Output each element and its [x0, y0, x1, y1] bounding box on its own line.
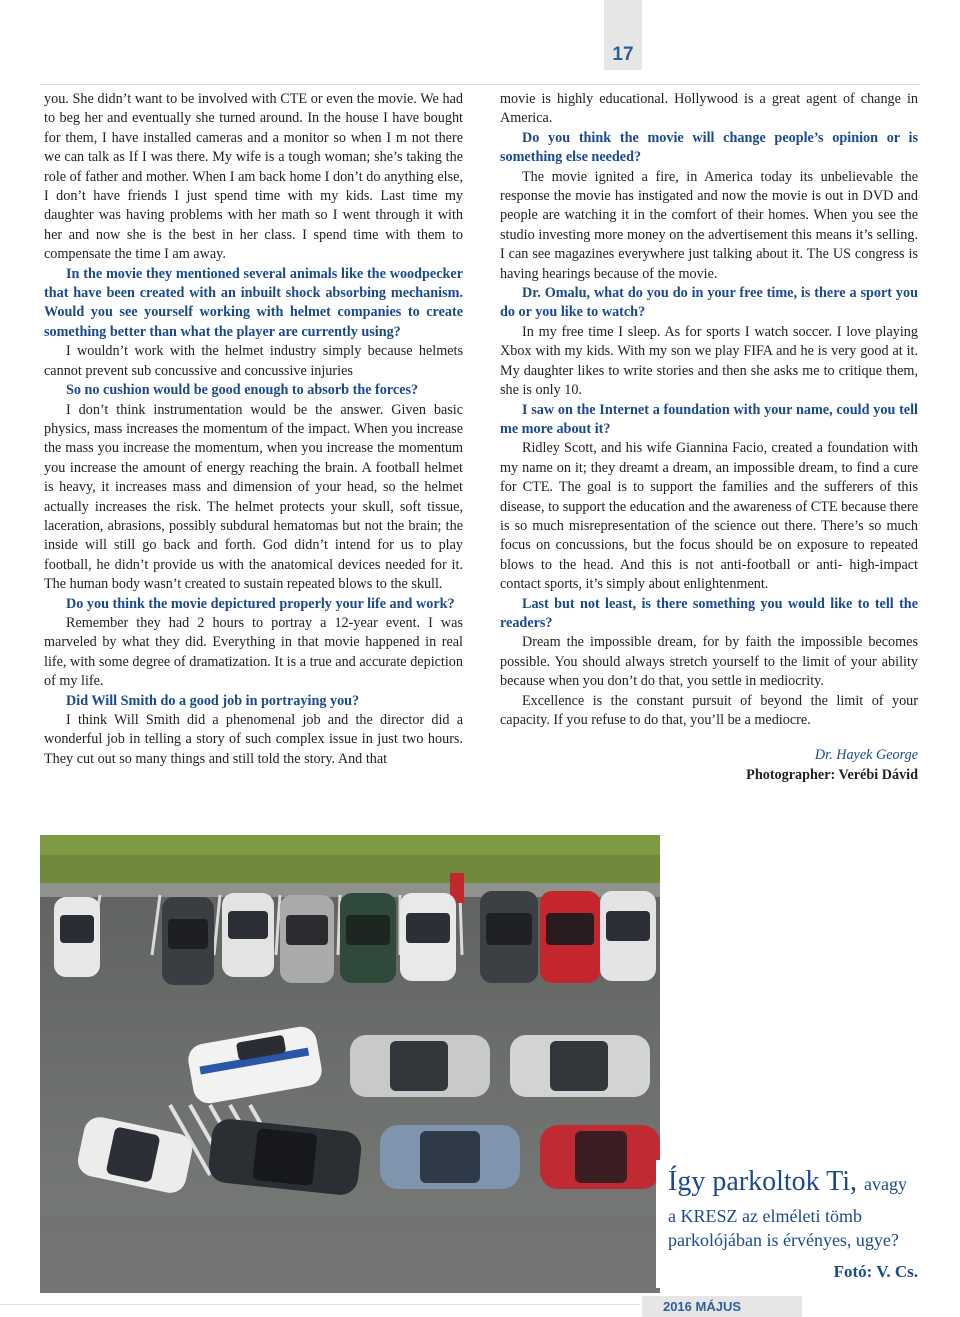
interview-question: Do you think the movie will change people’s opinion or is something else needed?: [500, 129, 918, 166]
caption-line-3: parkolójában is érvényes, ugye?: [668, 1230, 899, 1250]
page-number: 17: [612, 44, 634, 65]
caption-title-big: Így parkoltok Ti,: [668, 1166, 858, 1197]
paragraph: movie is highly educational. Hollywood is a great agent of change in America.: [500, 91, 918, 127]
paragraph: I wouldn’t work with the helmet industry simply because helmets cannot prevent sub concussive and concussive injuries: [44, 343, 463, 379]
author-name: Dr. Hayek George: [814, 747, 918, 764]
interview-question: I saw on the Internet a foundation with your name, could you tell me more about it?: [500, 401, 918, 437]
article-column-right: [500, 90, 918, 785]
article-column-left: [44, 90, 463, 769]
paragraph: I think Will Smith did a phenomenal job and the director did a wonderful job in telling a story of such complex issue in just two hours. They cut out so many things and still told the story. And that: [44, 712, 463, 767]
caption-title: [668, 1166, 907, 1198]
interview-question: In the movie they mentioned several animals like the woodpecker that have been created with an inbuilt shock absorbing mechanism. Would you see yourself working with helmet companies to create something better than what the player are currently using?: [44, 265, 463, 340]
interview-question: So no cushion would be good enough to absorb the forces?: [66, 382, 419, 399]
signature-block: [500, 746, 918, 785]
paragraph: you. She didn’t want to be involved with CTE or even the movie. We had to beg her and eventually she turned around. In the house I have bought for them, I have installed cameras and a monitor so when I m not there we can talk as If I was there. My wife is a tough woman; she’s taking the role of father and mother. When I am back home I don’t do anything else, I don’t have friends I just spend time with my kids. Last time my daughter was having problems with her math so I went through it with her and now she is the best in her class. I spend time with them to compensate the time I am away.: [44, 91, 463, 263]
paragraph: Remember they had 2 hours to portray a 12-year event. I was marveled by what they did. Everything in that movie happened in real life, with some degree of dramatization. It is a true and accurate depiction of my life.: [44, 614, 463, 690]
photo-credit: Fotó: V. Cs.: [833, 1262, 918, 1281]
paragraph: Excellence is the constant pursuit of beyond the limit of your capacity. If you refuse to do that, you’ll be a mediocre.: [500, 692, 918, 728]
photographer-credit: Photographer: Verébi Dávid: [746, 766, 918, 783]
parking-lot-photo: [40, 835, 660, 1293]
paragraph: Ridley Scott, and his wife Giannina Facio, created a foundation with my name on it; they dreamt a dream, an impossible dream, to find a cure for CTE. The goal is to support the families and the sufferers of this disease, to support the education and the awareness of CTE because there is so much misrepresentation of the science out there. There’s so much focus on concussions, but the focus should be on exposure to repeated blows to the head. And this is not anti-football or anti- high-impact contact sports, it’s simply about enlightenment.: [500, 440, 918, 593]
interview-question: Did Will Smith do a good job in portraying you?: [66, 692, 360, 709]
interview-question: Do you think the movie depictured properly your life and work?: [66, 595, 455, 612]
paragraph: In my free time I sleep. As for sports I watch soccer. I love playing Xbox with my kids. With my son we play FIFA and he is very good at it. My daughter likes to write stories and then she asks me to critique them, she is only 10.: [500, 323, 918, 399]
paragraph: The movie ignited a fire, in America today its unbelievable the response the movie has instigated and now the movie is out in DVD and people are watching it in the comfort of their homes. When you see the studio investing more money on the advertisement this means it’s selling. I can see magazines everywhere just talking about it. The US congress is having hearings because of the movie.: [500, 168, 918, 282]
caption-line-2: a KRESZ az elméleti tömb: [668, 1206, 862, 1226]
issue-date: 2016 MÁJUS: [662, 1299, 742, 1314]
interview-question: Last but not least, is there something you would like to tell the readers?: [500, 595, 918, 631]
paragraph: Dream the impossible dream, for by faith the impossible becomes possible. You should always stretch yourself to the limit of your ability because when you don’t do that, you settle in mediocrity.: [500, 634, 918, 690]
footer-divider: [0, 1304, 640, 1305]
interview-question: Dr. Omalu, what do you do in your free time, is there a sport you do or you like to watch?: [500, 285, 918, 321]
paragraph: I don’t think instrumentation would be the answer. Given basic physics, mass increases the momentum of the impact. When you increase the mass you increase the momentum, when you increase the momentum you increase the amount of energy reaching the brain. A football helmet is heavy, it increases mass and dimension of your head, so the helmet actually increases the risk. The helmet protects your skull, soft tissue, laceration, abrasions, possibly subdural hematomas but not the brain; the inside will still go back and forth. God didn’t intend for us to play football, he didn’t provide us with the anatomical devices needed for it. The human body wasn’t created to sustain repeated blows to the skull.: [44, 401, 463, 593]
caption-title-small: avagy: [864, 1174, 908, 1194]
header-divider: [40, 84, 920, 85]
